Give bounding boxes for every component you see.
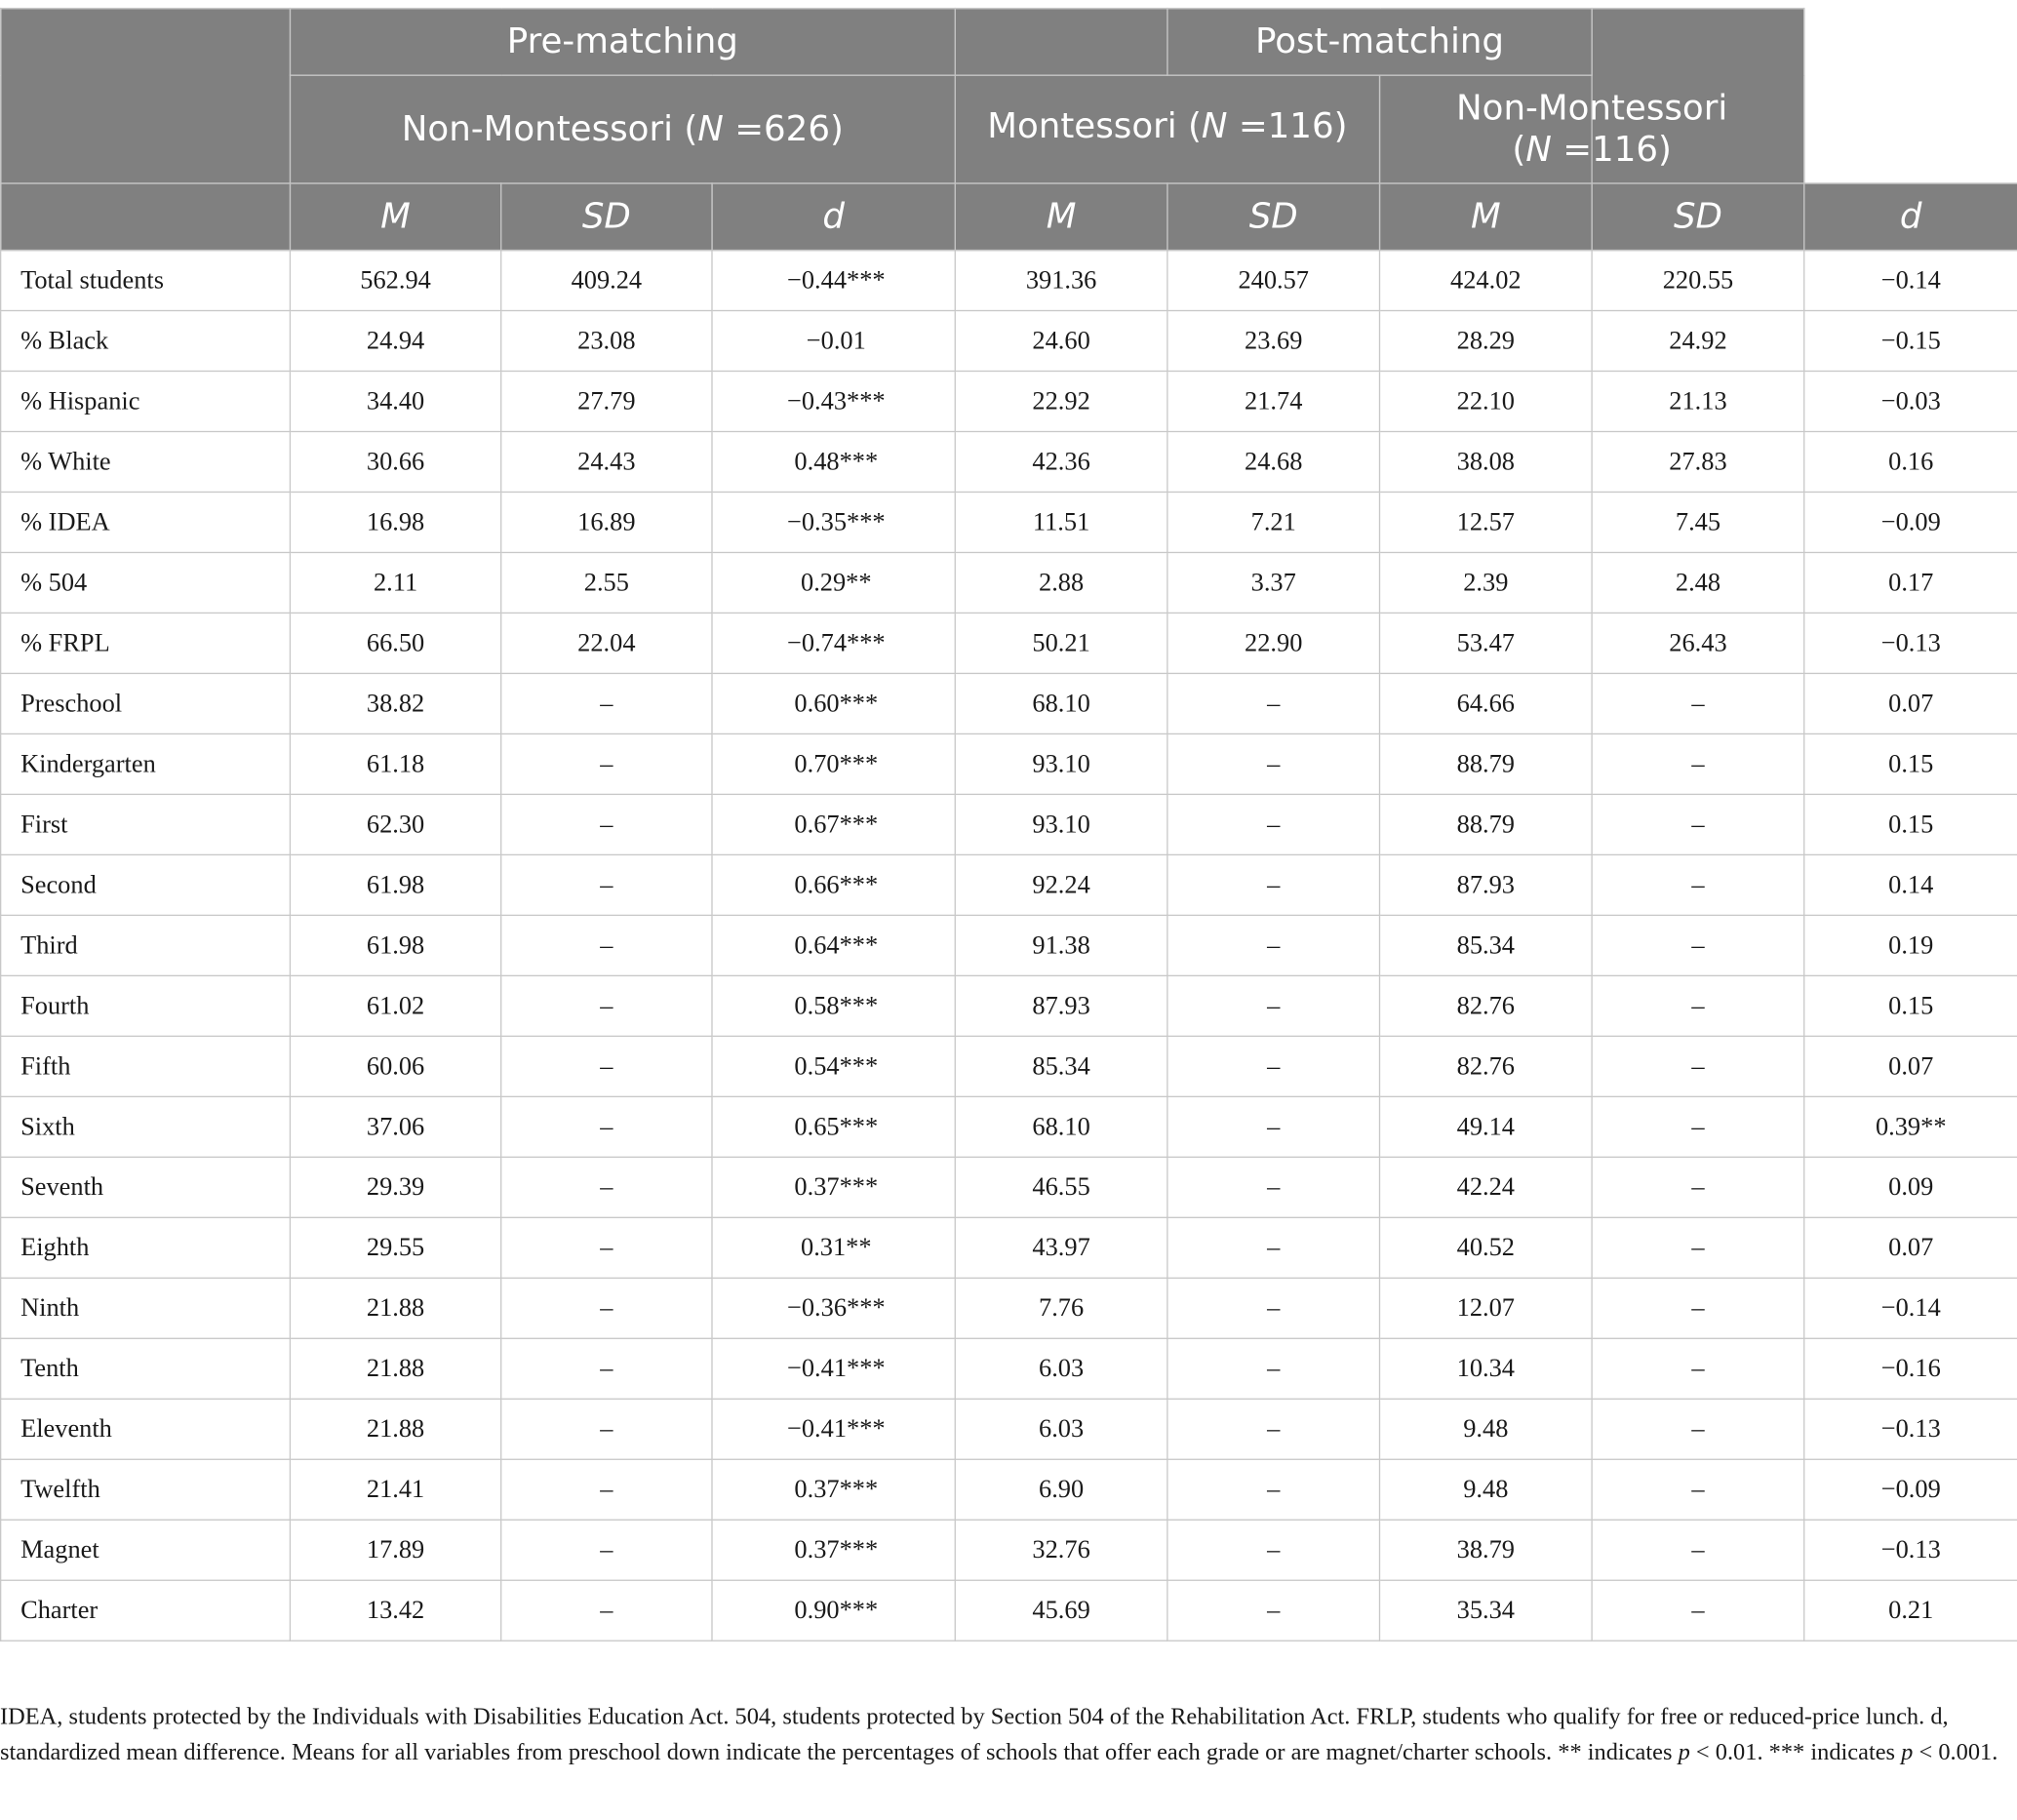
table-cell: 50.21 xyxy=(955,613,1167,673)
table-cell: – xyxy=(1592,854,1804,915)
col-header: M xyxy=(1380,183,1593,251)
table-cell: 22.92 xyxy=(955,371,1167,431)
row-label: % Hispanic xyxy=(1,371,291,431)
table-cell: 7.76 xyxy=(955,1278,1167,1338)
table-cell: −0.36*** xyxy=(712,1278,955,1338)
table-cell: 26.43 xyxy=(1592,613,1804,673)
table-cell: – xyxy=(501,1459,712,1520)
row-label: Ninth xyxy=(1,1278,291,1338)
table-row xyxy=(1,1338,2017,1399)
table-cell: – xyxy=(1592,1338,1804,1399)
table-row xyxy=(1,492,2017,552)
table-cell: 61.98 xyxy=(290,915,500,975)
table-cell: 0.07 xyxy=(1804,1217,2017,1278)
table-cell: – xyxy=(1592,1399,1804,1459)
table-cell: 0.58*** xyxy=(712,975,955,1036)
table-cell: – xyxy=(1592,1217,1804,1278)
table-cell: 22.90 xyxy=(1167,613,1380,673)
table-cell: 0.64*** xyxy=(712,915,955,975)
table-cell: 61.18 xyxy=(290,733,500,794)
table-cell: 61.98 xyxy=(290,854,500,915)
table-cell: – xyxy=(1592,915,1804,975)
table-cell: – xyxy=(501,794,712,854)
table-cell: 64.66 xyxy=(1380,673,1593,733)
table-row xyxy=(1,1580,2017,1641)
table-cell: 0.31** xyxy=(712,1217,955,1278)
table-cell: 21.13 xyxy=(1592,371,1804,431)
table-cell: 92.24 xyxy=(955,854,1167,915)
table-cell: – xyxy=(501,1338,712,1399)
table-cell: 68.10 xyxy=(955,1096,1167,1157)
table-cell: 10.34 xyxy=(1380,1338,1593,1399)
table-row xyxy=(1,1157,2017,1217)
pre-matching-header: Pre-matching xyxy=(290,9,955,76)
col-header: SD xyxy=(1592,183,1804,251)
table-cell: 16.89 xyxy=(501,492,712,552)
row-label: % Black xyxy=(1,311,291,372)
table-cell: – xyxy=(501,1580,712,1641)
row-label: Twelfth xyxy=(1,1459,291,1520)
row-label: Kindergarten xyxy=(1,733,291,794)
table-cell: – xyxy=(501,733,712,794)
table-cell: 82.76 xyxy=(1380,1036,1593,1096)
table-row xyxy=(1,251,2017,311)
col-header: SD xyxy=(1167,183,1380,251)
table-row xyxy=(1,431,2017,492)
table-cell: −0.09 xyxy=(1804,492,2017,552)
table-cell: – xyxy=(1592,975,1804,1036)
header-corner-cell xyxy=(1,9,291,183)
row-label: % FRPL xyxy=(1,613,291,673)
table-cell: 87.93 xyxy=(955,975,1167,1036)
table-cell: 42.36 xyxy=(955,431,1167,492)
row-label: Preschool xyxy=(1,673,291,733)
table-cell: – xyxy=(1167,1580,1380,1641)
table-cell: – xyxy=(501,1157,712,1217)
table-cell: 21.74 xyxy=(1167,371,1380,431)
table-footnote: IDEA, students protected by the Individuals with Disabilities Education Act. 504, students protected by Section 504 of the Rehabilitation Act. FRLP, students who qualify for free or reduced-price lunch. d, standardized mean difference. Means for all variables from preschool down indicate the percentages of schools that offer each grade or are magnet/charter schools. ** indicates p < 0.01. *** indicates p < 0.001. xyxy=(0,1704,1998,1766)
table-cell: – xyxy=(1592,1580,1804,1641)
table-cell: 29.39 xyxy=(290,1157,500,1217)
table-cell: 9.48 xyxy=(1380,1459,1593,1520)
table-cell: 6.03 xyxy=(955,1338,1167,1399)
table-cell: – xyxy=(1167,854,1380,915)
table-cell: 0.37*** xyxy=(712,1459,955,1520)
table-cell: 88.79 xyxy=(1380,733,1593,794)
table-cell: 24.43 xyxy=(501,431,712,492)
table-cell: – xyxy=(501,1278,712,1338)
row-label: % 504 xyxy=(1,552,291,613)
table-cell: −0.09 xyxy=(1804,1459,2017,1520)
table-cell: 85.34 xyxy=(1380,915,1593,975)
table-cell: 409.24 xyxy=(501,251,712,311)
row-label: Charter xyxy=(1,1580,291,1641)
table-cell: 0.19 xyxy=(1804,915,2017,975)
table-cell: – xyxy=(1592,1459,1804,1520)
table-row xyxy=(1,975,2017,1036)
table-header xyxy=(1,9,2017,251)
montessori-header: Montessori (N =116) xyxy=(955,75,1379,183)
table-cell: 22.10 xyxy=(1380,371,1593,431)
table-cell: – xyxy=(1592,1036,1804,1096)
table-cell: – xyxy=(1167,1217,1380,1278)
table-cell: – xyxy=(1167,1338,1380,1399)
table-cell: 0.65*** xyxy=(712,1096,955,1157)
table-cell: 23.69 xyxy=(1167,311,1380,372)
table-cell: – xyxy=(501,975,712,1036)
header-label-blank xyxy=(1,183,291,251)
table-row xyxy=(1,854,2017,915)
post-matching-header: Post-matching xyxy=(1167,9,1592,76)
table-cell: – xyxy=(501,1520,712,1580)
row-label: Seventh xyxy=(1,1157,291,1217)
table-cell: 30.66 xyxy=(290,431,500,492)
row-label: Fifth xyxy=(1,1036,291,1096)
table-cell: 2.11 xyxy=(290,552,500,613)
table-cell: 2.55 xyxy=(501,552,712,613)
table-body xyxy=(1,251,2017,1642)
table-cell: – xyxy=(1592,1157,1804,1217)
table-row xyxy=(1,1217,2017,1278)
table-cell: 0.17 xyxy=(1804,552,2017,613)
table-cell: 38.08 xyxy=(1380,431,1593,492)
table-cell: 220.55 xyxy=(1592,251,1804,311)
table-cell: −0.44*** xyxy=(712,251,955,311)
col-header: d xyxy=(1804,183,2017,251)
table-cell: 17.89 xyxy=(290,1520,500,1580)
table-cell: 38.79 xyxy=(1380,1520,1593,1580)
table-cell: 0.07 xyxy=(1804,673,2017,733)
table-cell: 0.37*** xyxy=(712,1520,955,1580)
table-cell: 7.45 xyxy=(1592,492,1804,552)
table-cell: 27.83 xyxy=(1592,431,1804,492)
table-row xyxy=(1,1520,2017,1580)
table-cell: 40.52 xyxy=(1380,1217,1593,1278)
table-cell: 2.48 xyxy=(1592,552,1804,613)
table-row xyxy=(1,733,2017,794)
table-cell: 0.29** xyxy=(712,552,955,613)
table-cell: 21.88 xyxy=(290,1278,500,1338)
table-row xyxy=(1,613,2017,673)
table-cell: 21.41 xyxy=(290,1459,500,1520)
table-cell: 37.06 xyxy=(290,1096,500,1157)
table-row xyxy=(1,311,2017,372)
table-cell: – xyxy=(1592,673,1804,733)
table-cell: 0.70*** xyxy=(712,733,955,794)
row-label: % White xyxy=(1,431,291,492)
table-cell: 240.57 xyxy=(1167,251,1380,311)
table-cell: – xyxy=(1592,794,1804,854)
table-cell: 93.10 xyxy=(955,733,1167,794)
table-cell: 9.48 xyxy=(1380,1399,1593,1459)
table-cell: 12.57 xyxy=(1380,492,1593,552)
table-cell: 88.79 xyxy=(1380,794,1593,854)
table-row xyxy=(1,1459,2017,1520)
table-cell: 12.07 xyxy=(1380,1278,1593,1338)
table-cell: 6.90 xyxy=(955,1459,1167,1520)
table-cell: – xyxy=(1167,1459,1380,1520)
table-cell: 21.88 xyxy=(290,1338,500,1399)
row-label: First xyxy=(1,794,291,854)
table-cell: −0.14 xyxy=(1804,251,2017,311)
table-cell: 45.69 xyxy=(955,1580,1167,1641)
table-cell: – xyxy=(501,1217,712,1278)
table-cell: – xyxy=(1167,915,1380,975)
table-cell: 0.66*** xyxy=(712,854,955,915)
table-cell: 53.47 xyxy=(1380,613,1593,673)
table-cell: – xyxy=(1167,1096,1380,1157)
table-cell: 0.54*** xyxy=(712,1036,955,1096)
table-cell: – xyxy=(1592,1278,1804,1338)
table-cell: 68.10 xyxy=(955,673,1167,733)
table-cell: 91.38 xyxy=(955,915,1167,975)
table-cell: 93.10 xyxy=(955,794,1167,854)
table-cell: 6.03 xyxy=(955,1399,1167,1459)
table-row xyxy=(1,915,2017,975)
table-cell: −0.03 xyxy=(1804,371,2017,431)
table-cell: −0.13 xyxy=(1804,613,2017,673)
table-cell: 85.34 xyxy=(955,1036,1167,1096)
table-cell: 0.07 xyxy=(1804,1036,2017,1096)
table-cell: – xyxy=(1592,1520,1804,1580)
table-row xyxy=(1,1036,2017,1096)
table-cell: 35.34 xyxy=(1380,1580,1593,1641)
table-cell: −0.13 xyxy=(1804,1520,2017,1580)
table-cell: 46.55 xyxy=(955,1157,1167,1217)
table-row xyxy=(1,794,2017,854)
table-cell: 62.30 xyxy=(290,794,500,854)
table-cell: 13.42 xyxy=(290,1580,500,1641)
table-cell: 3.37 xyxy=(1167,552,1380,613)
table-cell: – xyxy=(1167,1399,1380,1459)
row-label: Fourth xyxy=(1,975,291,1036)
table-cell: 42.24 xyxy=(1380,1157,1593,1217)
table-cell: 424.02 xyxy=(1380,251,1593,311)
table-row xyxy=(1,552,2017,613)
table-cell: −0.13 xyxy=(1804,1399,2017,1459)
row-label: Eighth xyxy=(1,1217,291,1278)
row-label: Third xyxy=(1,915,291,975)
table-cell: −0.41*** xyxy=(712,1399,955,1459)
table-cell: 2.39 xyxy=(1380,552,1593,613)
row-label: Magnet xyxy=(1,1520,291,1580)
table-cell: 0.15 xyxy=(1804,794,2017,854)
table-cell: 24.60 xyxy=(955,311,1167,372)
row-label: Eleventh xyxy=(1,1399,291,1459)
table-cell: 23.08 xyxy=(501,311,712,372)
table-cell: – xyxy=(501,1036,712,1096)
table-cell: 24.68 xyxy=(1167,431,1380,492)
table-cell: 562.94 xyxy=(290,251,500,311)
table-cell: 0.48*** xyxy=(712,431,955,492)
non-montessori-pre-header: Non-Montessori (N =626) xyxy=(290,75,955,183)
table-cell: −0.15 xyxy=(1804,311,2017,372)
table-cell: – xyxy=(1167,794,1380,854)
table-cell: 24.94 xyxy=(290,311,500,372)
table-cell: 24.92 xyxy=(1592,311,1804,372)
table-cell: 0.39** xyxy=(1804,1096,2017,1157)
header-blank-cell xyxy=(955,9,1167,76)
table-cell: 391.36 xyxy=(955,251,1167,311)
table-cell: 43.97 xyxy=(955,1217,1167,1278)
table-cell: 27.79 xyxy=(501,371,712,431)
table-cell: 82.76 xyxy=(1380,975,1593,1036)
table-cell: 21.88 xyxy=(290,1399,500,1459)
table-cell: 7.21 xyxy=(1167,492,1380,552)
row-label: Tenth xyxy=(1,1338,291,1399)
table-cell: 0.90*** xyxy=(712,1580,955,1641)
table-cell: 0.60*** xyxy=(712,673,955,733)
table-cell: 28.29 xyxy=(1380,311,1593,372)
table-cell: – xyxy=(501,1399,712,1459)
table-cell: −0.14 xyxy=(1804,1278,2017,1338)
row-label: Total students xyxy=(1,251,291,311)
table-cell: – xyxy=(1167,673,1380,733)
table-cell: – xyxy=(1167,1520,1380,1580)
col-header: M xyxy=(955,183,1167,251)
col-header: M xyxy=(290,183,500,251)
table-cell: – xyxy=(1592,1096,1804,1157)
table-cell: 22.04 xyxy=(501,613,712,673)
table-cell: 0.14 xyxy=(1804,854,2017,915)
table-cell: 0.37*** xyxy=(712,1157,955,1217)
table-cell: 87.93 xyxy=(1380,854,1593,915)
table-cell: −0.01 xyxy=(712,311,955,372)
table-cell: – xyxy=(501,915,712,975)
table-cell: 38.82 xyxy=(290,673,500,733)
table-cell: −0.41*** xyxy=(712,1338,955,1399)
table-row xyxy=(1,673,2017,733)
table-cell: 16.98 xyxy=(290,492,500,552)
table-cell: – xyxy=(501,1096,712,1157)
table-cell: 61.02 xyxy=(290,975,500,1036)
table-cell: 0.09 xyxy=(1804,1157,2017,1217)
table-cell: 29.55 xyxy=(290,1217,500,1278)
table-cell: 0.21 xyxy=(1804,1580,2017,1641)
table-row xyxy=(1,1096,2017,1157)
table-row xyxy=(1,371,2017,431)
table-row xyxy=(1,1278,2017,1338)
row-label: % IDEA xyxy=(1,492,291,552)
table-cell: – xyxy=(1167,975,1380,1036)
table-cell: −0.35*** xyxy=(712,492,955,552)
table-cell: – xyxy=(1167,733,1380,794)
table-cell: 11.51 xyxy=(955,492,1167,552)
non-montessori-post-header: Non-Montessori (N =116) xyxy=(1380,75,1804,183)
table-cell: 0.67*** xyxy=(712,794,955,854)
table-cell: – xyxy=(1167,1157,1380,1217)
table-cell: 0.16 xyxy=(1804,431,2017,492)
table-cell: 32.76 xyxy=(955,1520,1167,1580)
table-cell: – xyxy=(501,673,712,733)
table-cell: 34.40 xyxy=(290,371,500,431)
table-cell: 2.88 xyxy=(955,552,1167,613)
comparison-table xyxy=(0,8,2017,1642)
table-cell: 0.15 xyxy=(1804,733,2017,794)
table-cell: −0.74*** xyxy=(712,613,955,673)
table-cell: – xyxy=(1167,1036,1380,1096)
table-cell: 66.50 xyxy=(290,613,500,673)
col-header: SD xyxy=(501,183,712,251)
table-cell: 60.06 xyxy=(290,1036,500,1096)
col-header: d xyxy=(712,183,955,251)
table-cell: – xyxy=(1592,733,1804,794)
table-cell: 49.14 xyxy=(1380,1096,1593,1157)
row-label: Sixth xyxy=(1,1096,291,1157)
table-row xyxy=(1,1399,2017,1459)
table-cell: 0.15 xyxy=(1804,975,2017,1036)
row-label: Second xyxy=(1,854,291,915)
table-cell: – xyxy=(1167,1278,1380,1338)
table-cell: −0.43*** xyxy=(712,371,955,431)
table-cell: −0.16 xyxy=(1804,1338,2017,1399)
table-cell: – xyxy=(501,854,712,915)
